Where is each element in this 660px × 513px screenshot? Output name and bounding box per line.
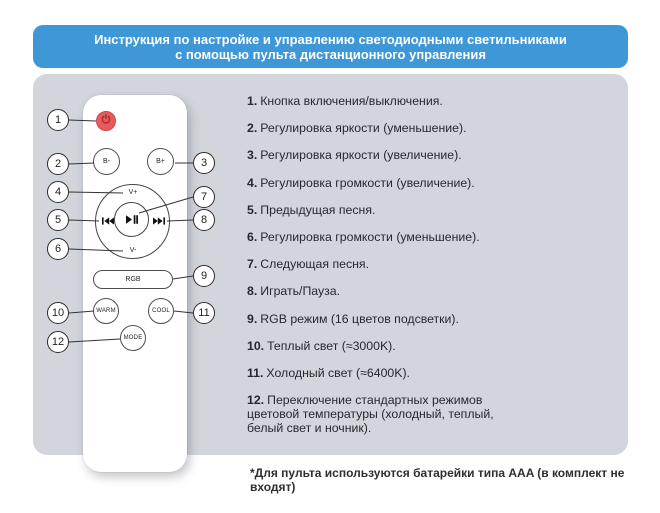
- callout-4: [47, 181, 69, 203]
- rgb-label: RGB: [125, 276, 141, 283]
- item-number: 6.: [247, 229, 258, 244]
- item-text: Регулировка громкости (уменьшение).: [260, 229, 480, 244]
- instruction-item-3: [247, 149, 639, 163]
- item-number: 3.: [247, 148, 258, 163]
- instruction-item-10: [247, 340, 639, 354]
- callout-12: [47, 331, 69, 353]
- item-text: Играть/Пауза.: [260, 284, 341, 299]
- item-text: Теплый свет (≈3000K).: [267, 338, 396, 353]
- callout-7-label: 7: [200, 191, 208, 203]
- item-text: Следующая песня.: [260, 257, 369, 272]
- callout-1-label: 1: [54, 114, 62, 126]
- mode-button: [120, 325, 146, 351]
- callout-7: [193, 186, 215, 208]
- instruction-item-11: [247, 367, 639, 381]
- item-number: 5.: [247, 202, 258, 217]
- play-pause-button: [114, 202, 149, 237]
- item-text: RGB режим (16 цветов подсветки).: [260, 311, 459, 326]
- power-icon: [100, 112, 112, 130]
- item-number: 4.: [247, 175, 258, 190]
- callout-12-label: 12: [51, 336, 65, 348]
- next-track-icon: [153, 217, 165, 225]
- brightness-up-label: B+: [156, 158, 165, 165]
- instruction-item-1: [247, 95, 639, 109]
- footnote: *Для пульта используются батарейки типа AAA (в комплект не входят): [250, 466, 625, 494]
- callout-11: [193, 302, 215, 324]
- title-line-1: Инструкция по настройке и управлению светодиодными светильниками: [94, 31, 567, 47]
- callout-5-label: 5: [54, 214, 62, 226]
- mode-label: MODE: [123, 335, 143, 341]
- callout-4-label: 4: [54, 186, 62, 198]
- callout-10: [47, 302, 69, 324]
- instruction-item-4: [247, 177, 639, 191]
- remote-control-illustration: [83, 95, 187, 472]
- instruction-item-12: [247, 394, 500, 435]
- warm-label: WARM: [96, 308, 116, 314]
- title-line-2: с помощью пульта дистанционного управления: [175, 46, 486, 62]
- item-number: 8.: [247, 284, 258, 299]
- callout-5: [47, 209, 69, 231]
- instruction-item-9: [247, 313, 639, 327]
- callout-8: [193, 209, 215, 231]
- warm-button: [93, 298, 119, 324]
- item-number: 2.: [247, 121, 258, 136]
- title-banner: [33, 25, 628, 68]
- callout-6-label: 6: [54, 243, 62, 255]
- instruction-item-5: [247, 204, 639, 218]
- instruction-item-8: [247, 285, 639, 299]
- item-number: 10.: [247, 338, 265, 353]
- item-text: Кнопка включения/выключения.: [260, 94, 443, 108]
- item-text: Предыдущая песня.: [260, 202, 376, 217]
- brightness-down-button: [93, 148, 120, 175]
- callout-3: [193, 152, 215, 174]
- callout-3-label: 3: [200, 157, 208, 169]
- item-text: Регулировка громкости (увеличение).: [260, 175, 475, 190]
- instruction-item-7: [247, 258, 639, 272]
- volume-down-label: V-: [129, 247, 137, 254]
- play-pause-icon: [126, 215, 138, 224]
- item-number: 7.: [247, 257, 258, 272]
- previous-track-icon: [102, 217, 114, 225]
- item-text: Регулировка яркости (увеличение).: [260, 148, 462, 163]
- brightness-up-button: [147, 148, 174, 175]
- item-number: 11.: [247, 365, 264, 380]
- callout-10-label: 10: [51, 307, 65, 319]
- callout-9: [193, 265, 215, 287]
- item-number: 1.: [247, 94, 258, 108]
- cool-label: COOL: [152, 308, 170, 314]
- cool-button: [148, 298, 174, 324]
- rgb-button: [93, 270, 173, 289]
- callout-6: [47, 238, 69, 260]
- callout-2: [47, 153, 69, 175]
- item-number: 12.: [247, 393, 265, 408]
- instruction-item-6: [247, 231, 639, 245]
- instruction-list: [247, 95, 639, 449]
- callout-11-label: 11: [198, 307, 210, 319]
- item-text: Регулировка яркости (уменьшение).: [260, 121, 467, 136]
- callout-8-label: 8: [200, 214, 208, 226]
- volume-up-label: V+: [128, 189, 138, 196]
- instruction-item-2: [247, 122, 639, 136]
- power-button: [96, 111, 116, 131]
- brightness-down-label: B-: [103, 158, 110, 165]
- item-text: Переключение стандартных режимов цветовой температуры (холодный, теплый, белый свет и ночник).: [247, 393, 494, 435]
- callout-2-label: 2: [54, 158, 62, 170]
- item-text: Холодный свет (≈6400K).: [266, 365, 410, 380]
- callout-1: [47, 109, 69, 131]
- callout-9-label: 9: [200, 270, 208, 282]
- item-number: 9.: [247, 311, 258, 326]
